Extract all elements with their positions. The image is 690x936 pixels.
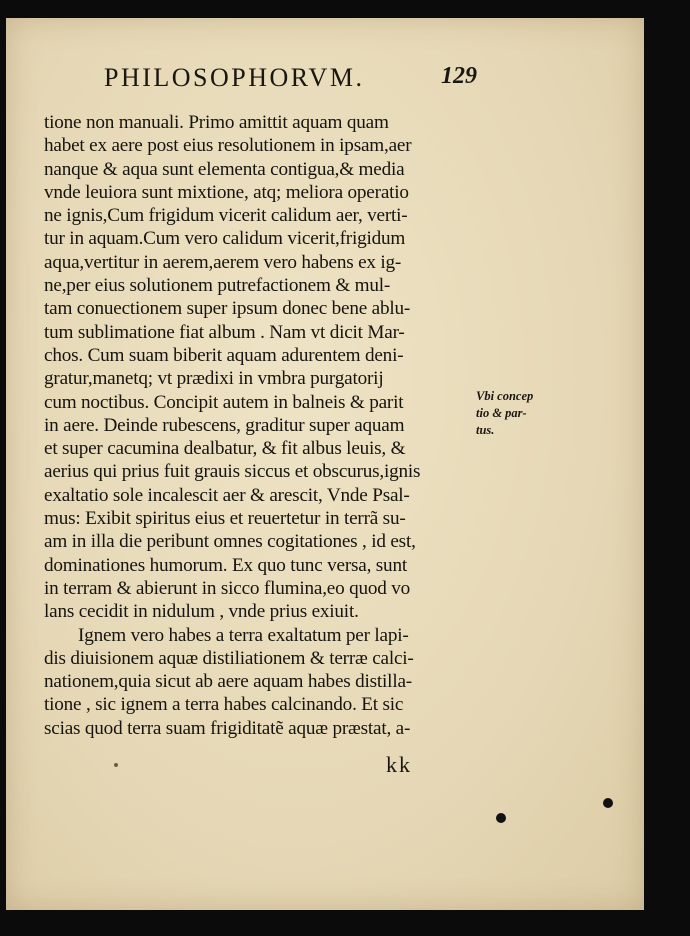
text-line: vnde leuiora sunt mixtione, atq; meliora operatio	[44, 181, 409, 203]
text-line: dis diuisionem aquæ distiliationem & terræ calci-	[44, 647, 414, 669]
signature-mark: kk	[386, 752, 412, 777]
text-line: ne,per eius solutionem putrefactionem & mul-	[44, 275, 391, 297]
text-line: lans cecidit in nidulum , vnde prius exiuit.	[44, 601, 359, 623]
text-line: et super cacumina dealbatur, & fit albus leuis, &	[44, 438, 406, 460]
text-line: aerius qui prius fuit grauis siccus et obscurus,ignis	[44, 461, 421, 483]
text-line: ne ignis,Cum frigidum vicerit calidum aer, verti-	[44, 205, 408, 227]
page-header	[104, 63, 504, 103]
text-line: tum sublimatione fiat album . Nam vt dicit Mar-	[44, 321, 405, 343]
text-line: habet ex aere post eius resolutionem in ipsam,aer	[44, 135, 412, 157]
book-page	[6, 18, 644, 910]
marginal-note-line: Vbi concep	[476, 389, 534, 403]
text-line-indented: Ignem vero habes a terra exaltatum per lapi-	[78, 624, 409, 646]
text-line: scias quod terra suam frigiditatẽ aquæ præstat, a-	[44, 717, 411, 739]
text-line: aqua,vertitur in aerem,aerem vero habens ex ig-	[44, 251, 402, 273]
ink-spot	[114, 763, 118, 767]
ink-spot	[496, 813, 506, 823]
text-line: chos. Cum suam biberit aquam adurentem deni-	[44, 344, 404, 366]
ink-spot	[603, 798, 613, 808]
main-text-block	[44, 111, 484, 740]
marginal-note-line: tus.	[476, 423, 495, 437]
marginal-note	[476, 388, 551, 439]
text-line: am in illa die peribunt omnes cogitationes , id est,	[44, 531, 416, 553]
text-line: in terram & abierunt in sicco flumina,eo quod vo	[44, 577, 411, 599]
page-number: 129	[441, 63, 477, 89]
text-line: tam conuectionem super ipsum donec bene ablu-	[44, 298, 411, 320]
text-line: in aere. Deinde rubescens, graditur super aquam	[44, 414, 405, 436]
text-line: tione , sic ignem a terra habes calcinando. Et sic	[44, 694, 404, 716]
running-title: PHILOSOPHORVM.	[104, 63, 365, 92]
text-line: tur in aquam.Cum vero calidum vicerit,frigidum	[44, 228, 406, 250]
text-line: cum noctibus. Concipit autem in balneis & parit	[44, 391, 404, 413]
text-line: nanque & aqua sunt elementa contigua,& media	[44, 158, 405, 180]
text-line: dominationes humorum. Ex quo tunc versa, sunt	[44, 554, 407, 576]
text-line: nationem,quia sicut ab aere aquam habes distilla-	[44, 671, 412, 693]
text-line: exaltatio sole incalescit aer & arescit, Vnde Psal-	[44, 484, 410, 506]
marginal-note-line: tio & par-	[476, 406, 527, 420]
text-line: tione non manuali. Primo amittit aquam quam	[44, 112, 389, 133]
text-line: gratur,manetq; vt prædixi in vmbra purgatorij	[44, 368, 384, 390]
text-line: mus: Exibit spiritus eius et reuertetur in terrã su-	[44, 508, 406, 530]
